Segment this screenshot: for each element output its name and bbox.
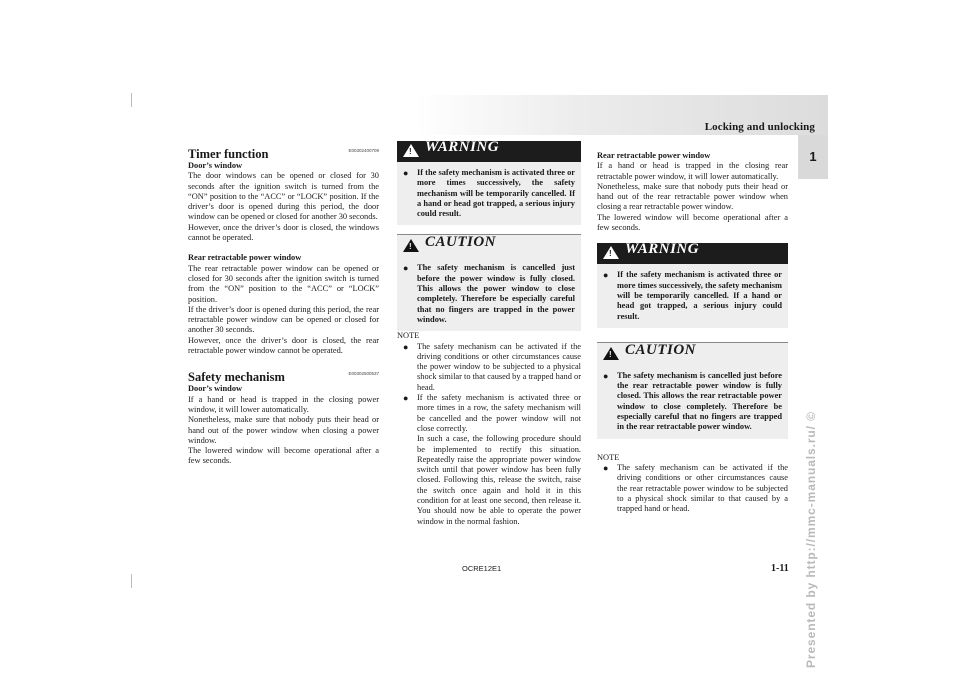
safety-p1: If a hand or head is trapped in the closing power window, it will lower automatically. — [188, 394, 379, 414]
caution-box — [397, 234, 581, 331]
safety-section-heading — [188, 364, 379, 384]
safety-p2: Nonetheless, make sure that nobody puts their head or hand out of the power window when closing a power window. — [188, 415, 379, 445]
timer-rear-p3: However, once the driver’s door is closed, the rear retractable power window cannot be operated. — [188, 335, 379, 356]
warning-header — [397, 141, 581, 162]
right-column — [597, 151, 788, 514]
warning-triangle-icon — [403, 144, 419, 157]
rear-p2: Nonetheless, make sure that nobody puts their head or hand out of the rear retractable power window when closing a rear retractable power window. — [597, 181, 788, 212]
rear-note-text-1: The safety mechanism can be activated if the driving conditions or other circumstances cause the rear retractable power window to be subjected to a physical shock similar to that caused by a trapped hand or head. — [617, 462, 788, 514]
rear-caution-item — [597, 365, 788, 433]
note-text-2a: If the safety mechanism is activated three or more times in a row, the safety mechanism will be cancelled and the power window will not close correctly. — [417, 393, 581, 433]
warning-text: If the safety mechanism is activated three or more times successively, the safety mechanism will be temporarily cancelled. If a hand or head got trapped, a serious injury could result. — [417, 168, 575, 219]
rear-note-item — [597, 463, 788, 514]
left-column — [188, 141, 379, 467]
page-header-title: Locking and unlocking — [704, 121, 815, 133]
timer-doors-p1: The door windows can be opened or closed for 30 seconds after the ignition switch is turned from the “ON” position to the “ACC” or “LOCK” position. If the driver’s door is opened during this period, the door window can be opened or closed for another 30 seconds. — [188, 171, 379, 222]
safety-doors-head: Door’s window — [188, 384, 243, 394]
bullet-icon: ● — [603, 370, 609, 381]
safety-title: Safety mechanism — [188, 370, 285, 385]
timer-code: E00302400709 — [348, 147, 379, 153]
timer-rear-p2: If the driver’s door is opened during this period, the rear retractable power window can be opened or closed for another 30 seconds. — [188, 304, 379, 335]
rear-caution-header — [597, 342, 788, 365]
rear-warning-label: WARNING — [625, 241, 700, 258]
caution-triangle-icon — [603, 347, 619, 360]
crop-mark-top-left — [131, 93, 132, 107]
footer-code: OCRE12E1 — [462, 564, 502, 573]
side-watermark: Presented by http://mmc-manuals.ru/ © — [804, 411, 818, 668]
timer-title: Timer function — [188, 146, 269, 161]
bullet-icon: ● — [603, 462, 609, 473]
safety-code: E00302500537 — [348, 371, 379, 377]
safety-p3: The lowered window will become operational after a few seconds. — [188, 446, 379, 466]
rear-warning-header — [597, 243, 788, 264]
rear-p3: The lowered window will become operational after a few seconds. — [597, 212, 788, 233]
note-item — [397, 393, 581, 527]
page-number: 1-11 — [771, 563, 789, 574]
rear-caution-label: CAUTION — [625, 341, 697, 358]
note-text-1: The safety mechanism can be activated if the driving conditions or other circumstances cause the power window to be subjected to a physical shock similar to that caused by a trapped hand or head. — [417, 341, 581, 392]
middle-column — [397, 141, 581, 527]
rear-head: Rear retractable power window — [597, 151, 711, 160]
caution-triangle-icon — [403, 239, 419, 252]
warning-label: WARNING — [425, 139, 500, 155]
timer-doors-p2: However, once the driver’s door is closed, the windows cannot be operated. — [188, 222, 379, 243]
bullet-icon: ● — [403, 341, 409, 352]
bullet-icon: ● — [403, 263, 409, 274]
warning-triangle-icon — [603, 246, 619, 259]
caution-label: CAUTION — [425, 234, 497, 251]
note-label: NOTE — [397, 331, 420, 341]
rear-warning-item — [597, 264, 788, 321]
chapter-tab: 1 — [798, 135, 828, 179]
rear-caution-box — [597, 342, 788, 439]
note-block — [397, 331, 581, 527]
timer-rear-head: Rear retractable power window — [188, 253, 302, 263]
bullet-icon: ● — [403, 168, 409, 178]
crop-mark-bottom-left — [131, 574, 132, 588]
warning-item — [397, 162, 581, 219]
timer-doors-head: Door’s window — [188, 161, 243, 170]
rear-warning-text: If the safety mechanism is activated three or more times successively, the safety mechanism will be temporarily cancelled. If a hand or head got trapped, a serious injury could result. — [617, 270, 782, 321]
bullet-icon: ● — [603, 270, 609, 281]
timer-section-heading — [188, 141, 379, 161]
bullet-icon: ● — [403, 393, 409, 404]
rear-note-label: NOTE — [597, 452, 620, 462]
caution-item — [397, 257, 581, 325]
rear-note-block — [597, 453, 788, 515]
caution-text: The safety mechanism is cancelled just before the power window is fully closed. This allows the power window to close completely. Therefore be especially careful that no fingers are trapped in the power window. — [417, 263, 575, 324]
note-text-2b: In such a case, the following procedure should be implemented to rectify this situation. Repeatedly raise the appropriate power window switch until that power window has been fully closed. Following this, release the switch, raise the switch once again and hold it in this condition for at least one second, then release it. You should now be able to operate the power window in the normal fashion. — [417, 434, 581, 526]
warning-box — [397, 141, 581, 225]
rear-caution-text: The safety mechanism is cancelled just before the rear retractable power window is fully closed. This allows the rear retractable power window to close completely. Therefore be especially careful that no fingers are trapped in the rear retractable power window. — [617, 370, 782, 432]
rear-p1: If a hand or head is trapped in the closing rear retractable power window, it will lower automatically. — [597, 161, 788, 181]
caution-header — [397, 234, 581, 257]
rear-warning-box — [597, 243, 788, 327]
note-item — [397, 342, 581, 393]
timer-rear-p1: The rear retractable power window can be opened or closed for 30 seconds after the ignition switch is turned from the “ON” position to the “ACC” or “LOCK” position. — [188, 263, 379, 304]
